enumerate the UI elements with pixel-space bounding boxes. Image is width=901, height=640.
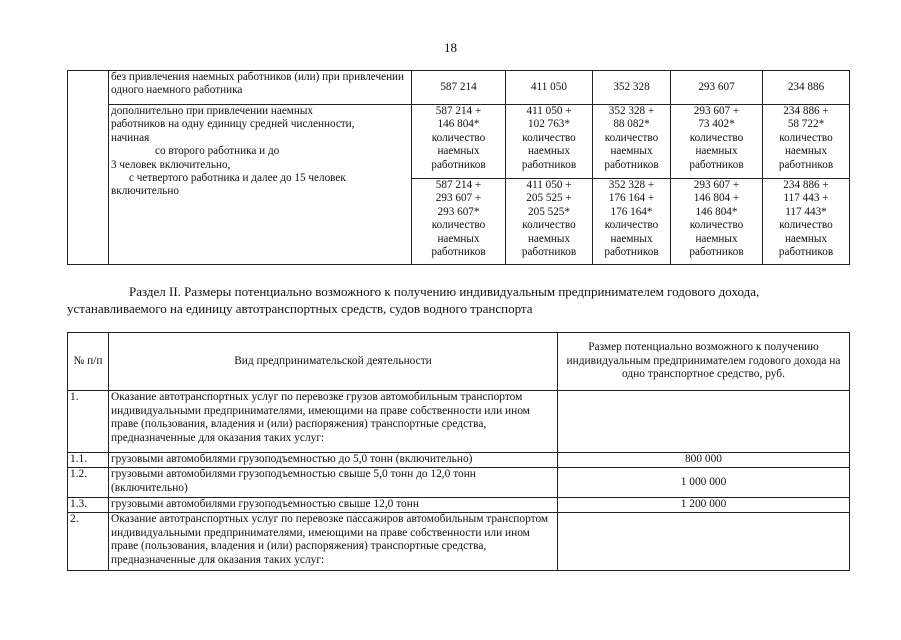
- row-label: без привлечения наемных работников (или) при привлечении одного наемного работника: [109, 71, 412, 105]
- row-amount: [558, 391, 850, 453]
- label-line: дополнительно при привлечении наемных: [111, 105, 313, 117]
- label-line: со второго работника и до: [155, 145, 280, 158]
- row-amount: 1 000 000: [558, 468, 850, 498]
- label-line: 3 человек включительно,: [111, 158, 231, 171]
- header-num: № п/п: [68, 333, 109, 391]
- formula-cell: 587 214 + 146 804* количество наемных работников: [412, 105, 506, 179]
- row-label: [109, 105, 412, 265]
- row-num: 2.: [68, 513, 109, 571]
- value-cell: 293 607: [671, 71, 763, 105]
- income-by-employees-table: [67, 70, 850, 265]
- formula-cell: 234 886 + 117 443 + 117 443* количество наемных работников: [763, 179, 850, 265]
- row-amount: 800 000: [558, 453, 850, 468]
- formula-cell: 352 328 + 176 164 + 176 164* количество наемных работников: [593, 179, 671, 265]
- row-num: 1.1.: [68, 453, 109, 468]
- row-amount: 1 200 000: [558, 498, 850, 513]
- label-line: включительно: [111, 185, 179, 198]
- formula-cell: 293 607 + 73 402* количество наемных работников: [671, 105, 763, 179]
- value-cell: 587 214: [412, 71, 506, 105]
- formula-cell: 411 050 + 205 525 + 205 525* количество наемных работников: [506, 179, 593, 265]
- formula-cell: 587 214 + 293 607 + 293 607* количество наемных работников: [412, 179, 506, 265]
- formula-cell: 293 607 + 146 804 + 146 804* количество наемных работников: [671, 179, 763, 265]
- section-title: Раздел II. Размеры потенциально возможного к получению индивидуальным предпринимателем годового дохода, устанавливаемого на единицу автотранспортных средств, судов водного транспорта: [67, 284, 760, 316]
- value-cell: 411 050: [506, 71, 593, 105]
- value-cell: 352 328: [593, 71, 671, 105]
- income-per-vehicle-table: [67, 332, 850, 571]
- label-line: работников на одну единицу средней численности,: [111, 118, 355, 131]
- row-activity: грузовыми автомобилями грузоподъемностью до 5,0 тонн (включительно): [109, 453, 558, 468]
- label-line: начиная: [111, 131, 150, 144]
- row-num: 1.3.: [68, 498, 109, 513]
- row-num: 1.2.: [68, 468, 109, 498]
- row-activity: грузовыми автомобилями грузоподъемностью свыше 12,0 тонн: [109, 498, 558, 513]
- empty-cell: [68, 71, 109, 265]
- header-amount: Размер потенциально возможного к получению индивидуальным предпринимателем годового дохода на одно транспортное средство, руб.: [558, 333, 850, 391]
- row-activity: Оказание автотранспортных услуг по перевозке грузов автомобильным транспортом индивидуальными предпринимателями, имеющими на праве собственности или ином праве (пользования, владения и (или) распоряжения) транспортные средства, предназначенные для оказания таких услуг:: [109, 391, 558, 453]
- row-num: 1.: [68, 391, 109, 453]
- header-activity: Вид предпринимательской деятельности: [109, 333, 558, 391]
- value-cell: 234 886: [763, 71, 850, 105]
- row-activity: грузовыми автомобилями грузоподъемностью свыше 5,0 тонн до 12,0 тонн (включительно): [109, 468, 558, 498]
- formula-cell: 234 886 + 58 722* количество наемных работников: [763, 105, 850, 179]
- row-activity: Оказание автотранспортных услуг по перевозке пассажиров автомобильным транспортом индивидуальными предпринимателями, имеющими на праве собственности или ином праве (пользования, владения и (или) распоряжения) транспортные средства, предназначенные для оказания таких услуг:: [109, 513, 558, 571]
- formula-cell: 352 328 + 88 082* количество наемных работников: [593, 105, 671, 179]
- page-number: 18: [444, 40, 457, 55]
- label-line: с четвертого работника и далее до 15 человек: [129, 172, 346, 185]
- row-amount: [558, 513, 850, 571]
- formula-cell: 411 050 + 102 763* количество наемных работников: [506, 105, 593, 179]
